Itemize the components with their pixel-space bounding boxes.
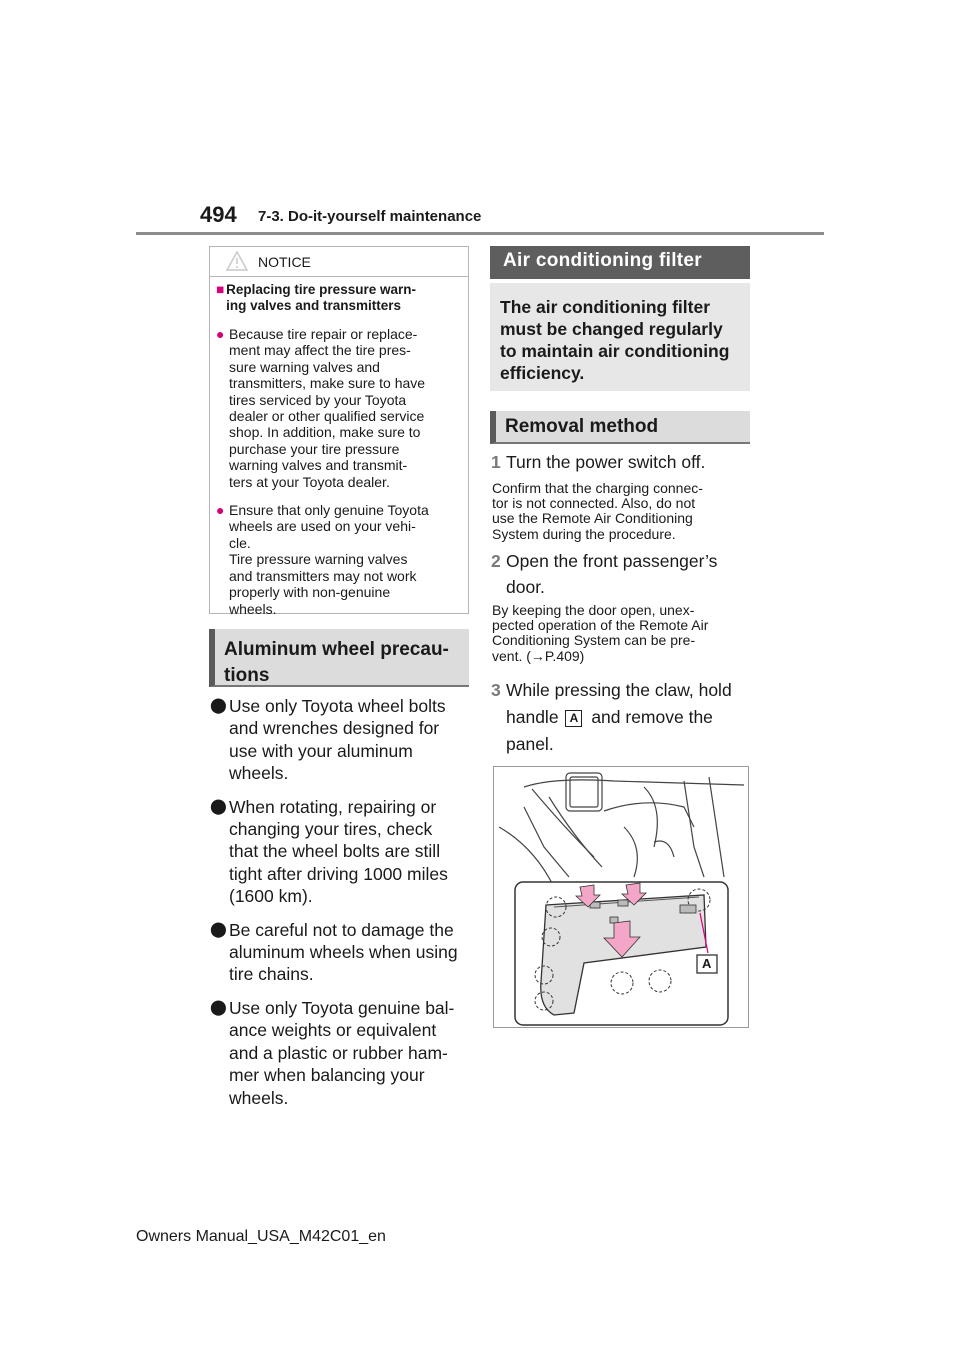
page-number: 494 xyxy=(200,202,237,227)
step-text-line: panel. xyxy=(506,734,554,754)
section-title: 7-3. Do-it-yourself maintenance xyxy=(258,208,482,225)
notice-item-text: Ensure that only genuine Toyota wheels are used on your vehi- cle. Tire pressure warning valves and transmitters may not work properly with non-genuine wheels. xyxy=(229,502,429,617)
step-number: 2 xyxy=(491,551,501,571)
warning-triangle-icon xyxy=(226,251,248,271)
notice-subheading-text: Replacing tire pressure warn- ing valves and transmitters xyxy=(226,282,416,313)
list-item xyxy=(210,919,472,986)
bullet-icon: ⬤ xyxy=(210,797,227,815)
circle-bullet-icon: ● xyxy=(216,326,225,342)
step-2 xyxy=(491,549,717,600)
list-item xyxy=(210,997,472,1109)
bullet-icon: ⬤ xyxy=(210,998,227,1016)
notice-item xyxy=(216,502,462,617)
label-a-badge: A xyxy=(565,710,582,727)
bullet-icon: ⬤ xyxy=(210,920,227,938)
callout-label-a: A xyxy=(702,956,712,971)
step-text-fragment: and remove the xyxy=(591,707,713,727)
notice-label: NOTICE xyxy=(258,254,311,270)
removal-method-heading: Removal method xyxy=(490,411,750,444)
step-1 xyxy=(491,450,705,476)
list-item xyxy=(210,695,472,785)
list-item-text: Use only Toyota wheel bolts and wrenches designed for use with your aluminum wheels. xyxy=(229,696,446,784)
notice-item xyxy=(216,326,462,490)
header-divider xyxy=(136,232,824,235)
notice-item-text: Because tire repair or replace- ment may affect the tire pres- sure warning valves and transmitters, make sure to have tires serviced by your Toyota dealer or other qualified service shop. In addition, make sure to purchase your tire pressure warning valves and transmit- ters at your Toyota dealer. xyxy=(229,326,426,490)
step-text-fragment: handle xyxy=(506,707,559,727)
notice-header xyxy=(210,247,468,277)
glovebox-panel-illustration xyxy=(493,766,749,1028)
list-item xyxy=(210,796,472,908)
step-text xyxy=(506,677,732,758)
dashboard-drawing xyxy=(494,767,749,1028)
bullet-icon: ⬤ xyxy=(210,697,227,714)
circle-bullet-icon: ● xyxy=(216,502,225,519)
step-text-line xyxy=(506,704,732,731)
aluminum-heading: Aluminum wheel precau- tions xyxy=(209,629,469,687)
list-item-text: When rotating, repairing or changing your tires, check that the wheel bolts are still tight after driving 1000 miles (1600 km). xyxy=(229,796,448,907)
step-number: 3 xyxy=(491,680,501,700)
step-note: Confirm that the charging connec- tor is not connected. Also, do not use the Remote Air Conditioning System during the procedure. xyxy=(492,480,703,542)
step-note: By keeping the door open, unex- pected operation of the Remote Air Conditioning System can be pre- vent. (→P.409) xyxy=(492,602,709,664)
notice-subheading xyxy=(216,282,462,314)
ac-filter-intro: The air conditioning filter must be changed regularly to maintain air conditioning efficiency. xyxy=(490,283,750,391)
step-3 xyxy=(491,677,732,758)
step-text: Turn the power switch off. xyxy=(506,452,706,472)
ac-filter-heading: Air conditioning filter xyxy=(490,246,750,279)
footer-text: Owners Manual_USA_M42C01_en xyxy=(136,1228,386,1245)
notice-box xyxy=(209,246,469,617)
list-item-text: Use only Toyota genuine bal- ance weights or equivalent and a plastic or rubber ham- mer when balancing your wheels. xyxy=(229,997,455,1108)
step-text: Open the front passenger’s door. xyxy=(506,551,718,597)
list-item-text: Be careful not to damage the aluminum wheels when using tire chains. xyxy=(229,919,458,985)
step-text-line: While pressing the claw, hold xyxy=(506,680,732,700)
aluminum-bullet-list xyxy=(210,695,472,1120)
step-number: 1 xyxy=(491,452,501,472)
square-bullet-icon: ■ xyxy=(216,282,225,297)
